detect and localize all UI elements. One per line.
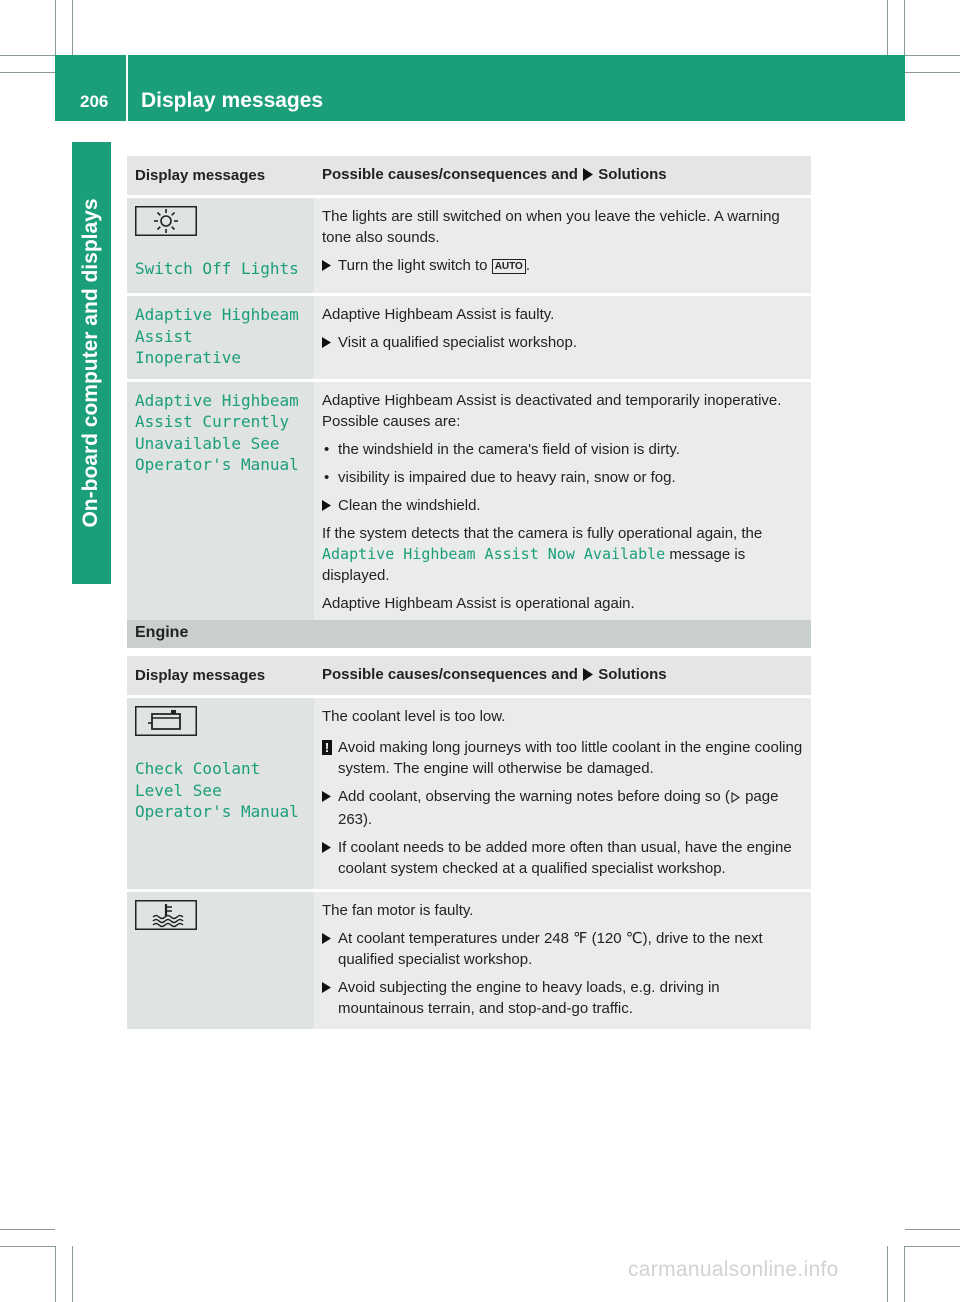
solution-step <box>322 255 803 276</box>
cause-text: The fan motor is faulty. <box>322 902 474 919</box>
bullet-text: the windshield in the camera's field of vision is dirty. <box>338 440 680 458</box>
info-text-prefix: If the system detects that the camera is fully operational again, the <box>322 524 763 542</box>
watermark: carmanualsonline.info <box>628 1258 839 1281</box>
column-header-solutions <box>314 156 811 195</box>
crop-mark <box>905 1229 960 1230</box>
crop-mark <box>0 72 55 73</box>
section-title: Engine <box>135 624 189 641</box>
crop-mark <box>905 1246 960 1247</box>
column-header-solutions <box>314 656 811 695</box>
display-messages-table <box>127 153 811 627</box>
crop-mark <box>55 0 56 55</box>
step-arrow-icon <box>322 786 331 802</box>
solution-cell <box>314 698 811 889</box>
crop-mark <box>0 1246 55 1247</box>
solution-step <box>322 928 803 970</box>
inline-display-message: Adaptive Highbeam Assist Now Available <box>322 544 666 563</box>
solution-arrow-icon <box>583 666 593 687</box>
page-title: Display messages <box>141 89 324 112</box>
message-cell <box>127 892 314 1029</box>
info-text: Adaptive Highbeam Assist is operational again. <box>322 594 635 612</box>
step-text-suffix: ). <box>363 811 373 828</box>
step-text: Turn the light switch to <box>338 257 488 274</box>
crop-mark <box>904 0 905 55</box>
crop-mark <box>72 1246 73 1302</box>
light-bulb-icon <box>135 206 197 236</box>
crop-mark <box>0 1229 55 1230</box>
crop-mark <box>55 1246 56 1302</box>
table-header-row <box>127 156 811 195</box>
engine-messages-table <box>127 653 811 1032</box>
solution-step <box>322 495 803 516</box>
crop-mark <box>887 1246 888 1302</box>
step-text: Avoid subjecting the engine to heavy loads, e.g. driving in mountainous terrain, and stop-and-go traffic. <box>338 979 720 1017</box>
solution-cell <box>314 892 811 1029</box>
crop-mark <box>905 72 960 73</box>
crop-mark <box>887 0 888 55</box>
page-reference-link[interactable]: page 263 <box>338 788 779 828</box>
cause-bullet <box>322 467 803 488</box>
chapter-tab-label: On-board computer and displays <box>79 198 102 528</box>
auto-switch-icon: AUTO <box>492 259 526 274</box>
step-arrow-icon <box>322 332 331 348</box>
solution-step <box>322 332 803 353</box>
step-text-suffix: . <box>525 257 531 274</box>
crop-mark <box>905 55 960 56</box>
step-text: Add coolant, observing the warning notes before doing so ( <box>338 788 730 805</box>
warning-note <box>322 737 803 779</box>
cause-text: Adaptive Highbeam Assist is faulty. <box>322 306 555 323</box>
solution-step <box>322 837 803 879</box>
cause-bullet <box>322 439 803 460</box>
coolant-reservoir-icon <box>135 706 197 736</box>
info-text <box>322 523 803 586</box>
display-message: Adaptive Highbeam Assist Currently Unavailable See Operator's Manual <box>135 390 299 474</box>
info-text-suffix: message is displayed. <box>322 545 746 584</box>
crop-mark <box>904 1246 905 1302</box>
cause-text: Adaptive Highbeam Assist is deactivated and temporarily inoperative. Possible causes are: <box>322 391 782 430</box>
step-text: Clean the windshield. <box>338 496 481 514</box>
bullet-marker: • <box>324 440 330 458</box>
cause-text: The lights are still switched on when you leave the vehicle. A warning tone also sounds. <box>322 208 780 246</box>
warning-icon: ! <box>322 740 332 755</box>
section-header-engine <box>127 620 811 648</box>
header-divider <box>126 55 128 121</box>
message-cell <box>127 382 314 624</box>
column-header-text: Possible causes/consequences and <box>322 666 578 683</box>
step-arrow-icon <box>322 495 331 511</box>
bullet-text: visibility is impaired due to heavy rain, snow or fog. <box>338 468 676 486</box>
step-arrow-icon <box>322 928 331 944</box>
step-text: Visit a qualified specialist workshop. <box>338 334 578 351</box>
message-cell <box>127 296 314 379</box>
table-row <box>127 382 811 624</box>
step-text: If coolant needs to be added more often than usual, have the engine coolant system checked at a qualified specialist workshop. <box>338 839 792 877</box>
column-header-text: Solutions <box>598 666 667 683</box>
column-header-messages: Display messages <box>127 656 314 695</box>
page-ref-arrow-icon <box>731 788 740 809</box>
table-row <box>127 198 811 293</box>
solution-cell <box>314 296 811 379</box>
display-message: Check Coolant Level See Operator's Manual <box>135 759 299 821</box>
solution-cell <box>314 382 811 624</box>
page-number: 206 <box>80 92 109 111</box>
cause-text: The coolant level is too low. <box>322 708 506 725</box>
step-arrow-icon <box>322 837 331 853</box>
bullet-marker: • <box>324 468 330 486</box>
message-cell <box>127 198 314 293</box>
step-arrow-icon <box>322 977 331 993</box>
coolant-temperature-icon <box>135 900 197 930</box>
solution-arrow-icon <box>583 166 593 187</box>
step-text: At coolant temperatures under 248 ℉ (120 ℃), drive to the next qualified specialist workshop. <box>338 930 763 968</box>
table-row <box>127 698 811 889</box>
table-row <box>127 296 811 379</box>
crop-mark <box>0 55 55 56</box>
solution-cell <box>314 198 811 293</box>
crop-mark <box>72 0 73 55</box>
display-message: Switch Off Lights <box>135 259 299 278</box>
solution-step <box>322 977 803 1019</box>
solution-step <box>322 786 803 830</box>
column-header-text: Possible causes/consequences and <box>322 166 578 183</box>
display-message: Adaptive Highbeam Assist Inoperative <box>135 305 299 367</box>
step-arrow-icon <box>322 255 331 271</box>
table-row <box>127 892 811 1029</box>
table-header-row <box>127 656 811 695</box>
column-header-messages: Display messages <box>127 156 314 195</box>
warning-text: Avoid making long journeys with too little coolant in the engine cooling system. The engine will otherwise be damaged. <box>338 739 803 777</box>
message-cell <box>127 698 314 889</box>
column-header-text: Solutions <box>598 166 667 183</box>
